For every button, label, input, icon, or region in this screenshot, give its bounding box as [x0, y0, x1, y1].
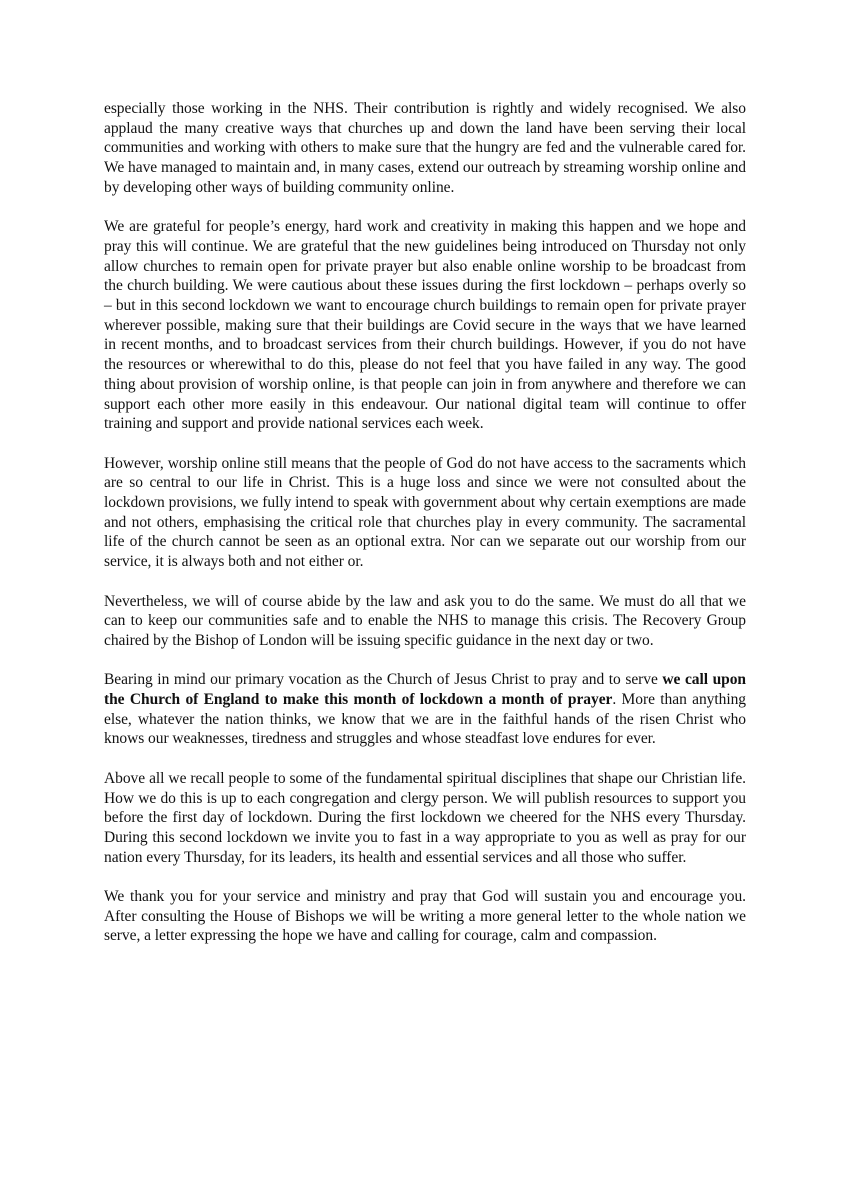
paragraph-nhs-recognition: especially those working in the NHS. Their contribution is rightly and widely recognised. We also applaud the many creative ways that churches up and down the land have been serving their local communities and working with others to make sure that the hungry are fed and the vulnerable cared for. We have managed to maintain and, in many cases, extend our outreach by streaming worship online and by developing other ways of building community online. [104, 100, 746, 196]
letter-body [104, 99, 746, 966]
prayer-text-after: . More than anything else, whatever the nation thinks, we know that we are in the faithful hands of the risen Christ who knows our weaknesses, tiredness and struggles and whose steadfast love endures for ever. [104, 691, 746, 748]
prayer-call-bold: we call upon the Church of England to make this month of lockdown a month of prayer [104, 671, 747, 709]
prayer-text-before: Bearing in mind our primary vocation as the Church of Jesus Christ to pray and to serve [104, 671, 663, 689]
paragraph-month-of-prayer [104, 670, 746, 749]
paragraph-sacraments: However, worship online still means that the people of God do not have access to the sacraments which are so central to our life in Christ. This is a huge loss and since we were not consulted about the lockdown provisions, we fully intend to speak with government about why certain exemptions are made and not others, emphasising the critical role that churches play in every community. The sacramental life of the church cannot be seen as an optional extra. Nor can we separate out our worship from our service, it is always both and not either or. [104, 454, 746, 571]
paragraph-thank-you: We thank you for your service and ministry and pray that God will sustain you and encourage you. After consulting the House of Bishops we will be writing a more general letter to the whole nation we serve, a letter expressing the hope we have and calling for courage, calm and compassion. [104, 888, 746, 945]
paragraph-abide-by-law: Nevertheless, we will of course abide by the law and ask you to do the same. We must do all that we can to keep our communities safe and to enable the NHS to manage this crisis. The Recovery Group chaired by the Bishop of London will be issuing specific guidance in the next day or two. [104, 592, 746, 649]
paragraph-gratitude-guidelines: We are grateful for people’s energy, hard work and creativity in making this happen and we hope and pray this will continue. We are grateful that the new guidelines being introduced on Thursday not only allow churches to remain open for private prayer but also enable online worship to be broadcast from the church building. We were cautious about these issues during the first lockdown – perhaps overly so – but in this second lockdown we want to encourage church buildings to remain open for private prayer wherever possible, making sure that their buildings are Covid secure in the ways that we have learned in recent months, and to broadcast services from their church buildings. However, if you do not have the resources or wherewithal to do this, please do not feel that you have failed in any way. The good thing about provision of worship online, is that people can join in from anywhere and therefore we can support each other more easily in this endeavour. Our national digital team will continue to offer training and support and provide national services each week. [104, 218, 746, 433]
paragraph-spiritual-disciplines: Above all we recall people to some of the fundamental spiritual disciplines that shape our Christian life. How we do this is up to each congregation and clergy person. We will publish resources to support you before the first day of lockdown. During the first lockdown we cheered for the NHS every Thursday. During this second lockdown we invite you to fast in a way appropriate to you as well as pray for our nation every Thursday, for its leaders, its health and essential services and all those who suffer. [104, 769, 746, 866]
